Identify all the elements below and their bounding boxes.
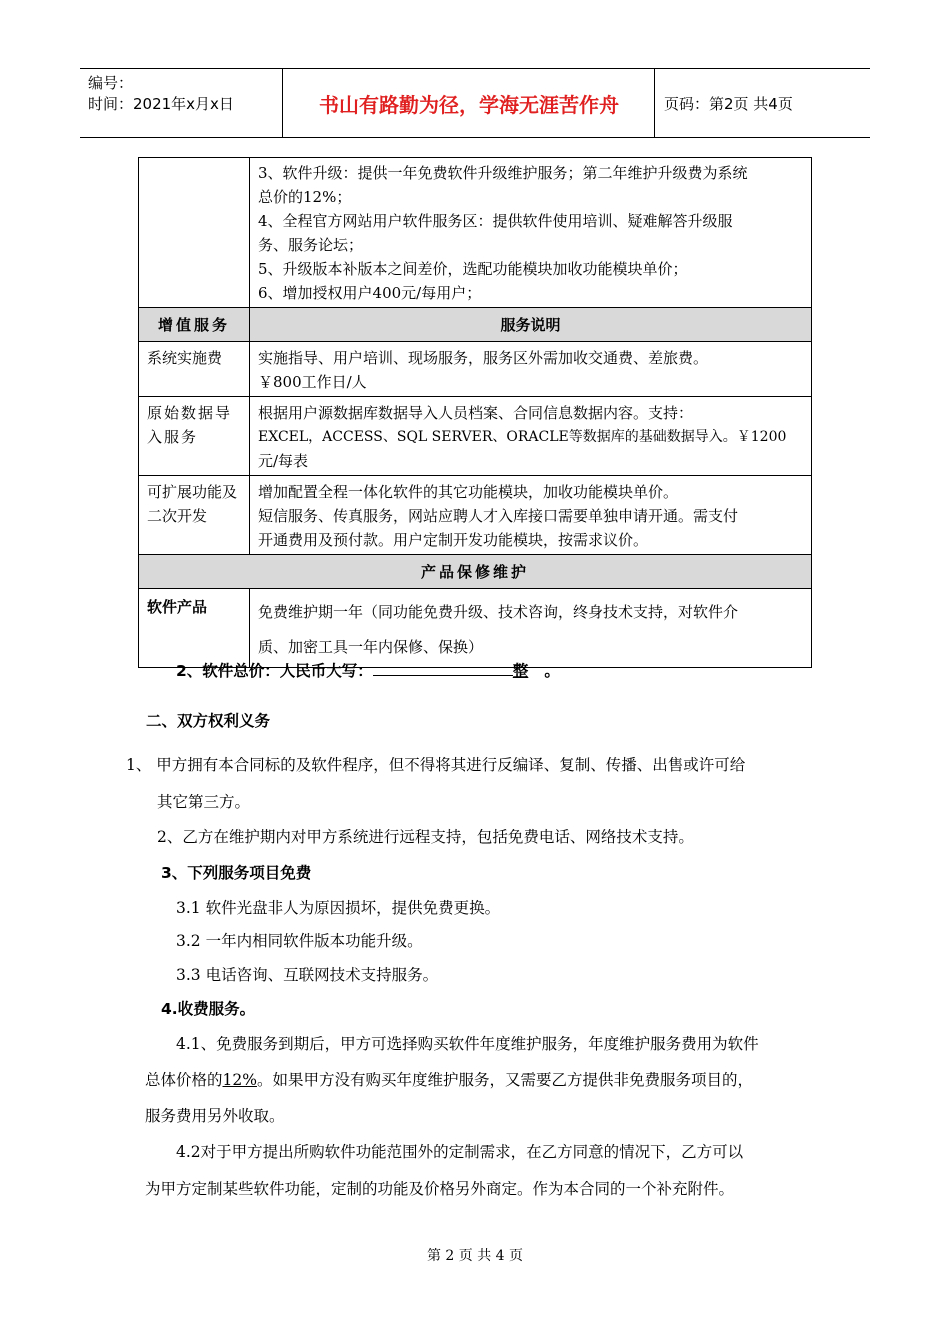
header-left <box>88 73 234 115</box>
row-name: 系统实施费 <box>139 342 250 397</box>
doc-number-label: 编号： <box>88 74 134 92</box>
paragraph: 4.2对于甲方提出所购软件功能范围外的定制需求，在乙方同意的情况下，乙方可以 <box>176 1143 744 1161</box>
table-row <box>139 476 812 555</box>
page-footer: 第 2 页 共 4 页 <box>426 1248 524 1264</box>
header-motto: 书山有路勤为径，学海无涯苦作舟 <box>319 92 619 117</box>
table-row <box>139 589 812 668</box>
paragraph: 其它第三方。 <box>157 793 251 811</box>
paragraph: 2、乙方在维护期内对甲方系统进行远程支持，包括免费电话、网络技术支持。 <box>157 828 694 846</box>
warranty-name: 软件产品 <box>139 589 250 668</box>
page-header <box>80 68 870 138</box>
warranty-desc: 免费维护期一年（同功能免费升级、技术咨询，终身技术支持，对软件介 质、加密工具一年内保修、保换） <box>250 589 812 668</box>
list-item: 3.3 电话咨询、互联网技术支持服务。 <box>176 966 439 984</box>
total-price-line: 2、软件总价：人民币大写： 整 。 <box>176 659 560 682</box>
total-price-blank <box>373 659 513 676</box>
row-name: 可扩展功能及二次开发 <box>139 476 250 555</box>
row-desc: 实施指导、用户培训、现场服务，服务区外需加收交通费、差旅费。 ￥800工作日/人 <box>250 342 812 397</box>
paragraph: 4.1、免费服务到期后，甲方可选择购买软件年度维护服务，年度维护服务费用为软件 <box>176 1035 759 1053</box>
paragraph: 服务费用另外收取。 <box>145 1107 285 1125</box>
row-desc: 根据用户源数据库数据导入人员档案、合同信息数据内容。支持： EXCEL，ACCESS、SQL SERVER、ORACLE等数据库的基础数据导入。￥1200 元/每表 <box>250 397 812 476</box>
vas-header: 增值服务 <box>139 308 250 342</box>
paragraph: 为甲方定制某些软件功能，定制的功能及价格另外商定。作为本合同的一个补充附件。 <box>145 1180 735 1198</box>
list-item: 3.2 一年内相同软件版本功能升级。 <box>176 932 423 950</box>
section-title: 二、双方权利义务 <box>146 712 271 730</box>
row-name: 原始数据导入服务 <box>139 397 250 476</box>
doc-date: 时间：2021年x月x日 <box>88 95 234 113</box>
table-header-row <box>139 555 812 589</box>
desc-header: 服务说明 <box>250 308 812 342</box>
section-subtitle: 3、下列服务项目免费 <box>161 864 312 882</box>
paragraph: 1、 甲方拥有本合同标的及软件程序，但不得将其进行反编译、复制、传播、出售或许可给 <box>126 756 746 774</box>
row-desc: 增加配置全程一体化软件的其它功能模块，加收功能模块单价。 短信服务、传真服务，网站应聘人才入库接口需要单独申请开通。需支付 开通费用及预付款。用户定制开发功能模块，按需求议价。 <box>250 476 812 555</box>
table-header-row <box>139 308 812 342</box>
warranty-header: 产品保修维护 <box>139 555 812 589</box>
service-table <box>138 157 812 668</box>
table-row <box>139 397 812 476</box>
table-row <box>139 342 812 397</box>
header-divider <box>654 69 655 137</box>
header-page-code: 页码：第2页 共4页 <box>664 94 793 113</box>
table-row <box>139 158 812 308</box>
upgrade-terms-cell: 3、软件升级：提供一年免费软件升级维护服务；第二年维护升级费为系统 总价的12%； 4、全程官方网站用户软件服务区：提供软件使用培训、疑难解答升级服 务、服务论坛； 5、升级版本补版本之间差价，选配功能模块加收功能模块单价； 6、增加授权用户400元/每用户； <box>250 158 812 308</box>
list-item: 3.1 软件光盘非人为原因损坏，提供免费更换。 <box>176 899 501 917</box>
paragraph: 总体价格的12%。如果甲方没有购买年度维护服务，又需要乙方提供非免费服务项目的， <box>145 1071 753 1089</box>
header-divider <box>282 69 283 137</box>
section-subtitle: 4.收费服务。 <box>161 1000 256 1018</box>
